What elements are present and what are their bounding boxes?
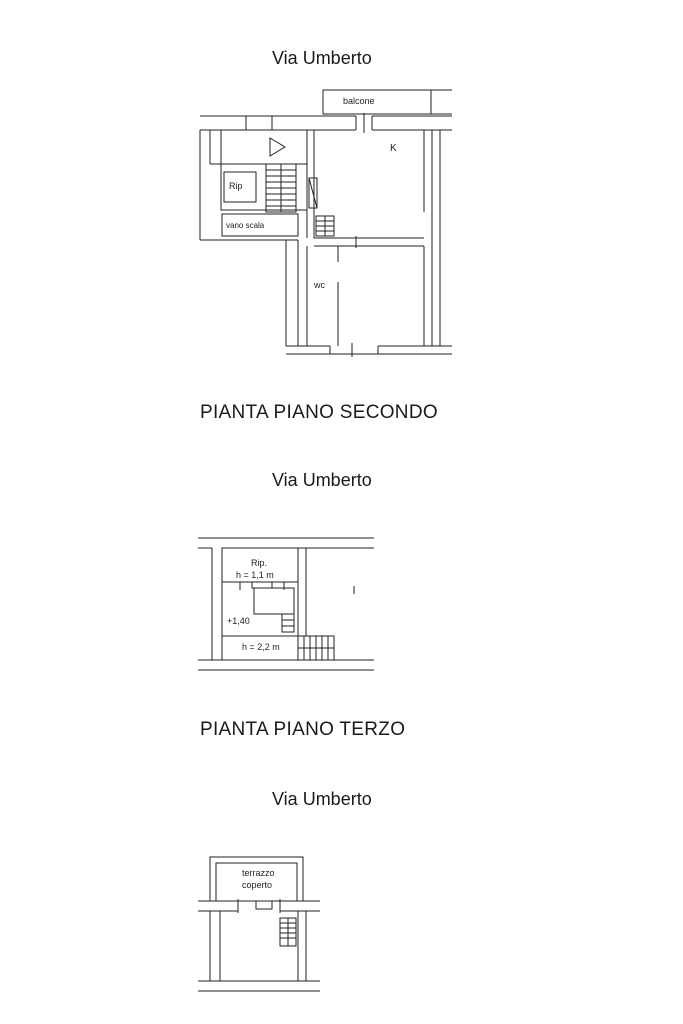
third-floor-main-stair-icon: [298, 636, 334, 660]
small-stair-icon: [316, 216, 334, 236]
plan-roof-terrace: [0, 850, 683, 1000]
lift-symbol-icon: [270, 138, 285, 156]
level-label: +1,40: [227, 616, 250, 626]
floor-title-third: PIANTA PIANO TERZO: [200, 719, 406, 740]
stair-flight-icon: [266, 164, 296, 212]
room-label-height: h = 2,2 m: [242, 642, 280, 652]
room-label-vano-scala: vano scala: [226, 221, 265, 230]
room-label-rip-third: Rip.: [251, 558, 268, 568]
roof-stair-icon: [280, 918, 296, 946]
third-floor-stair-icon: [282, 614, 294, 632]
room-label-wc: wc: [314, 280, 325, 290]
room-label-balcone: balcone: [343, 96, 375, 106]
room-label-coperto: coperto: [242, 880, 273, 890]
room-label-rip-height: h = 1,1 m: [236, 570, 274, 580]
room-label-rip: Rip: [229, 181, 243, 191]
street-label-1: Via Umberto: [272, 48, 372, 68]
plan-second-floor: [0, 85, 683, 365]
balcony-outline: [323, 90, 431, 114]
room-label-terrazzo: terrazzo: [242, 868, 275, 878]
street-label-2: Via Umberto: [272, 470, 372, 490]
street-label-3: Via Umberto: [272, 789, 372, 809]
room-label-k: K: [390, 143, 397, 154]
floor-title-second: PIANTA PIANO SECONDO: [200, 402, 438, 423]
plan-third-floor: [0, 530, 683, 675]
